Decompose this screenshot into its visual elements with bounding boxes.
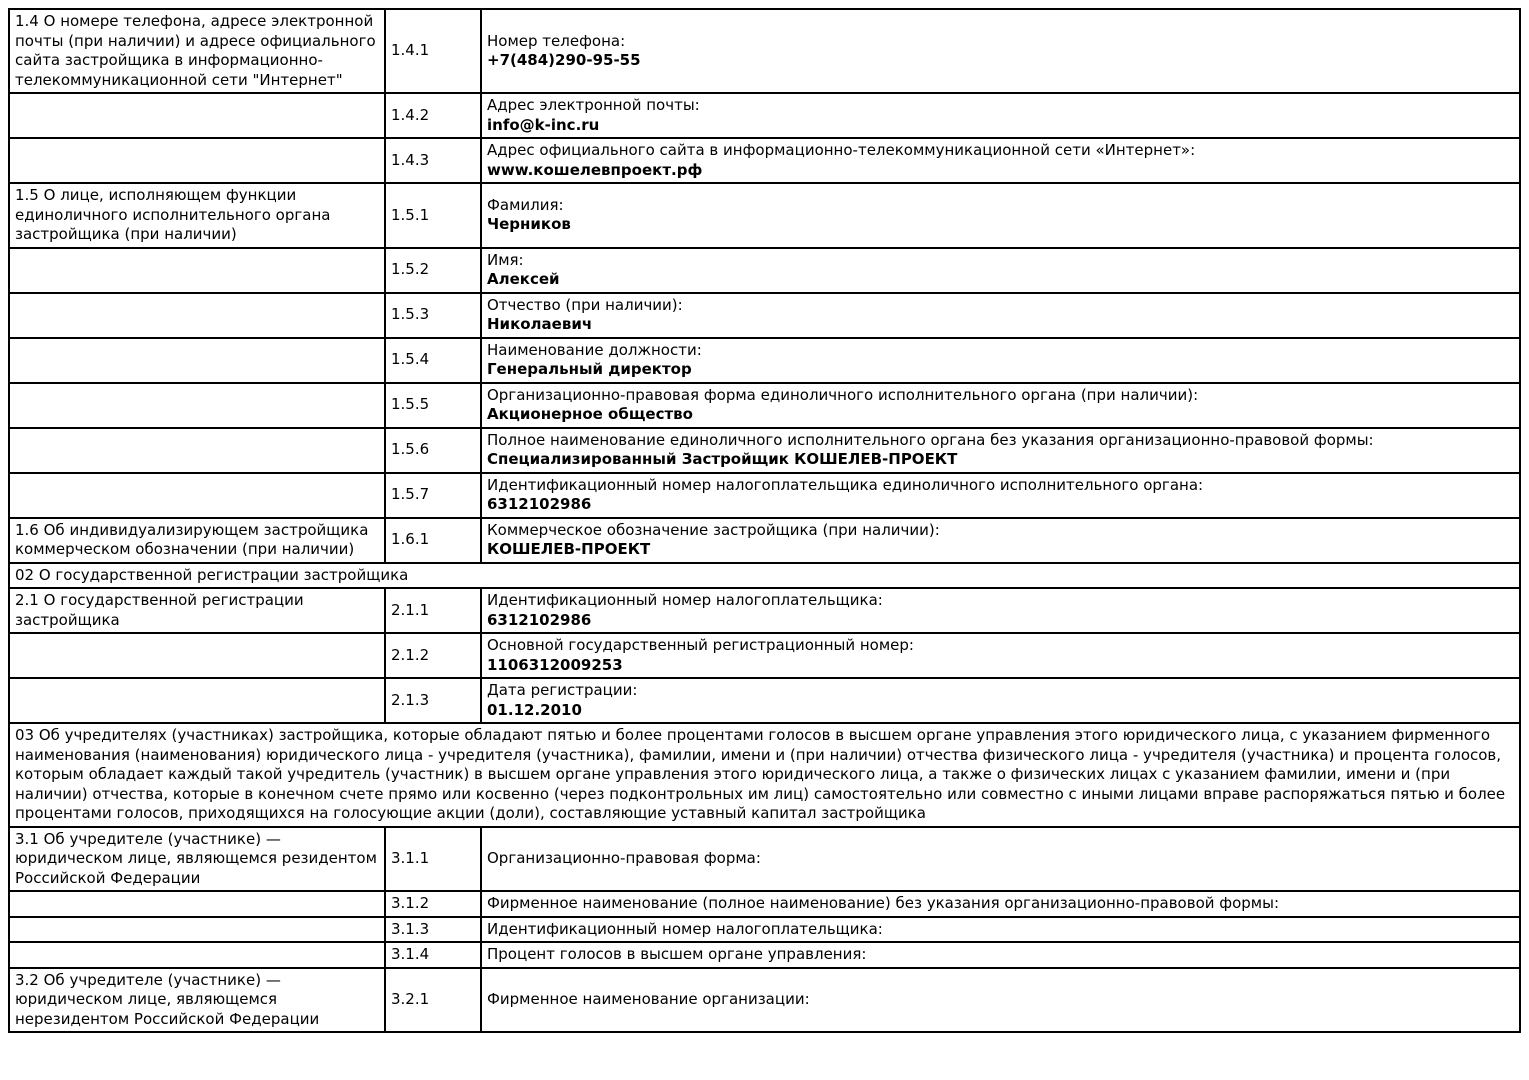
section-cell	[9, 891, 385, 917]
field-cell	[481, 827, 1520, 892]
field-label: Адрес официального сайта в информационно-телекоммуникационной сети «Интернет»:	[487, 141, 1196, 159]
field-cell	[481, 473, 1520, 518]
field-cell	[481, 338, 1520, 383]
item-code: 1.5.3	[385, 293, 481, 338]
field-value: 01.12.2010	[487, 700, 582, 719]
field-label: Коммерческое обозначение застройщика (при наличии):	[487, 520, 940, 539]
table-row	[9, 183, 1520, 248]
field-cell	[481, 678, 1520, 723]
item-code: 1.5.1	[385, 183, 481, 248]
section-cell: 3.1 Об учредителе (участнике) — юридическом лице, являющемся резидентом Российской Федерации	[9, 827, 385, 892]
section-cell	[9, 248, 385, 293]
field-cell	[481, 942, 1520, 968]
table-row	[9, 633, 1520, 678]
item-code: 1.5.5	[385, 383, 481, 428]
section-cell	[9, 293, 385, 338]
field-cell	[481, 93, 1520, 138]
table-row	[9, 678, 1520, 723]
field-label: Идентификационный номер налогоплательщика единоличного исполнительного органа:	[487, 475, 1204, 494]
table-row	[9, 968, 1520, 1033]
field-cell	[481, 917, 1520, 943]
field-label: Полное наименование единоличного исполнительного органа без указания организационно-правовой формы:	[487, 430, 1374, 449]
item-code: 2.1.2	[385, 633, 481, 678]
field-value: Генеральный директор	[487, 360, 692, 378]
section-cell	[9, 428, 385, 473]
field-value: Черников	[487, 215, 571, 234]
table-row	[9, 293, 1520, 338]
field-label: Фирменное наименование организации:	[487, 990, 810, 1008]
field-label: Процент голосов в высшем органе управления:	[487, 945, 867, 963]
table-row	[9, 891, 1520, 917]
section-banner: 03 Об учредителях (участниках) застройщика, которые обладают пятью и более процентами голосов в высшем органе управления этого юридического лица, с указанием фирменного наименования (наименования) юридического лица - учредителя (участника), фамилии, имени и (при наличии) отчества физического лица - учредителя (участника) и процента голосов, которым обладает каждый такой учредитель (участник) в высшем органе управления этого юридического лица, а также о физических лицах с указанием фамилии, имени и (при наличии) отчества, которые в конечном счете прямо или косвенно (через подконтрольных им лиц) самостоятельно или совместно с иными лицами вправе распоряжаться пятью и более процентами голосов, приходящихся на голосующие акции (доли), составляющие уставный капитал застройщика	[9, 723, 1520, 827]
table-row	[9, 338, 1520, 383]
field-label: Идентификационный номер налогоплательщика:	[487, 919, 883, 938]
table-row	[9, 588, 1520, 633]
field-cell	[481, 383, 1520, 428]
table-row	[9, 383, 1520, 428]
table-row	[9, 9, 1520, 93]
field-label: Организационно-правовая форма:	[487, 849, 761, 867]
item-code: 3.1.3	[385, 917, 481, 943]
field-label: Основной государственный регистрационный номер:	[487, 636, 914, 654]
section-cell: 2.1 О государственной регистрации застройщика	[9, 588, 385, 633]
field-cell	[481, 9, 1520, 93]
item-code: 3.1.1	[385, 827, 481, 892]
field-cell	[481, 248, 1520, 293]
field-label: Отчество (при наличии):	[487, 295, 683, 314]
field-label: Имя:	[487, 250, 524, 269]
table-row	[9, 827, 1520, 892]
table-row	[9, 563, 1520, 589]
field-label: Идентификационный номер налогоплательщика:	[487, 591, 883, 609]
field-label: Дата регистрации:	[487, 681, 638, 699]
section-cell: 1.4 О номере телефона, адресе электронной почты (при наличии) и адресе официального сайта застройщика в информационно-телекоммуникационной сети "Интернет"	[9, 9, 385, 93]
item-code: 1.6.1	[385, 518, 481, 563]
section-cell	[9, 633, 385, 678]
field-label: Адрес электронной почты:	[487, 96, 700, 114]
section-cell	[9, 917, 385, 943]
declaration-table-body	[9, 9, 1520, 1032]
field-value: www.кошелевпроект.рф	[487, 160, 703, 179]
field-cell	[481, 518, 1520, 563]
item-code: 2.1.1	[385, 588, 481, 633]
field-cell	[481, 138, 1520, 183]
field-value: 6312102986	[487, 610, 592, 629]
table-row	[9, 138, 1520, 183]
field-label: Наименование должности:	[487, 340, 702, 359]
declaration-table	[8, 8, 1521, 1033]
field-value: 6312102986	[487, 495, 592, 513]
field-label: Номер телефона:	[487, 31, 626, 50]
section-cell	[9, 93, 385, 138]
field-label: Фамилия:	[487, 195, 564, 214]
table-row	[9, 473, 1520, 518]
section-cell: 1.5 О лице, исполняющем функции единоличного исполнительного органа застройщика (при наличии)	[9, 183, 385, 248]
field-value: Акционерное общество	[487, 405, 693, 423]
item-code: 1.4.2	[385, 93, 481, 138]
section-cell	[9, 473, 385, 518]
section-cell	[9, 338, 385, 383]
table-row	[9, 518, 1520, 563]
item-code: 2.1.3	[385, 678, 481, 723]
item-code: 3.1.2	[385, 891, 481, 917]
item-code: 1.4.1	[385, 9, 481, 93]
field-cell	[481, 633, 1520, 678]
section-cell	[9, 942, 385, 968]
field-value: Николаевич	[487, 315, 593, 333]
field-value: +7(484)290-95-55	[487, 51, 641, 69]
section-cell	[9, 138, 385, 183]
item-code: 1.5.6	[385, 428, 481, 473]
table-row	[9, 723, 1520, 827]
field-value: Специализированный Застройщик КОШЕЛЕВ-ПРОЕКТ	[487, 450, 958, 468]
table-row	[9, 917, 1520, 943]
field-cell	[481, 428, 1520, 473]
field-value: КОШЕЛЕВ-ПРОЕКТ	[487, 540, 651, 558]
table-row	[9, 248, 1520, 293]
item-code: 1.5.4	[385, 338, 481, 383]
field-cell	[481, 183, 1520, 248]
field-value: Алексей	[487, 270, 560, 288]
item-code: 1.5.2	[385, 248, 481, 293]
table-row	[9, 942, 1520, 968]
table-row	[9, 93, 1520, 138]
item-code: 3.1.4	[385, 942, 481, 968]
field-value: info@k-inc.ru	[487, 115, 600, 134]
field-label: Фирменное наименование (полное наименование) без указания организационно-правовой формы:	[487, 894, 1280, 912]
field-cell	[481, 968, 1520, 1033]
field-label: Организационно-правовая форма единоличного исполнительного органа (при наличии):	[487, 385, 1199, 404]
item-code: 1.4.3	[385, 138, 481, 183]
section-cell: 3.2 Об учредителе (участнике) — юридическом лице, являющемся нерезидентом Российской Федерации	[9, 968, 385, 1033]
section-cell	[9, 383, 385, 428]
section-banner: 02 О государственной регистрации застройщика	[9, 563, 1520, 589]
item-code: 3.2.1	[385, 968, 481, 1033]
section-cell: 1.6 Об индивидуализирующем застройщика коммерческом обозначении (при наличии)	[9, 518, 385, 563]
field-cell	[481, 891, 1520, 917]
field-value: 1106312009253	[487, 655, 623, 674]
table-row	[9, 428, 1520, 473]
item-code: 1.5.7	[385, 473, 481, 518]
section-cell	[9, 678, 385, 723]
field-cell	[481, 293, 1520, 338]
field-cell	[481, 588, 1520, 633]
